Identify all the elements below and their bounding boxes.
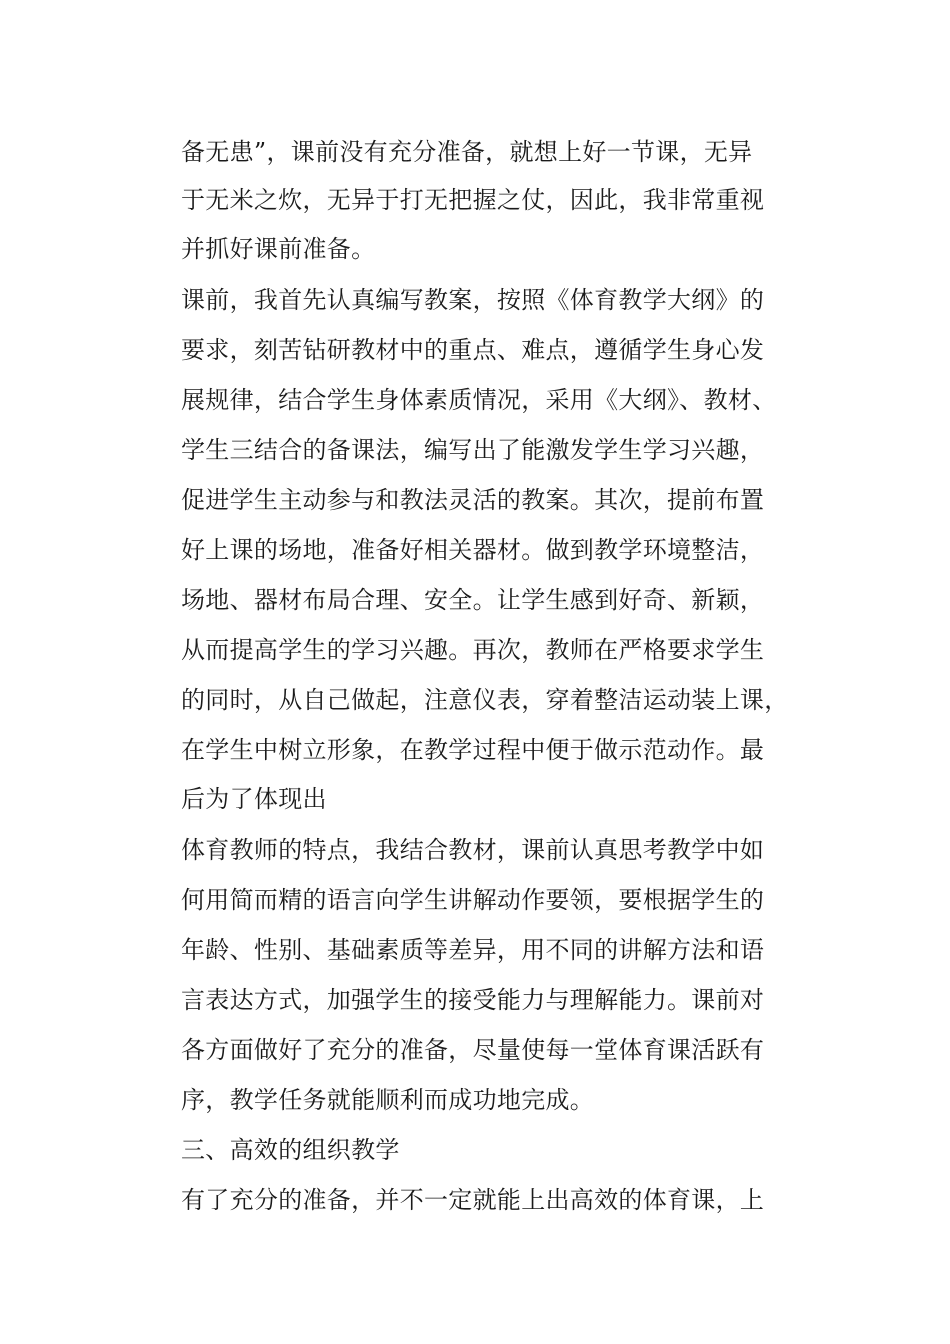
section-heading: 三、高效的组织教学 <box>181 1136 400 1164</box>
text-line: 课前，我首先认真编写教案，按照《体育教学大纲》的 <box>181 286 765 314</box>
text-line: 展规律，结合学生身体素质情况，采用《大纲》、教材、 <box>181 386 777 414</box>
text-line: 备无患”，课前没有充分准备，就想上好一节课，无异 <box>181 138 753 166</box>
text-line: 的同时，从自己做起，注意仪表，穿着整洁运动装上课， <box>181 686 789 714</box>
text-line: 年龄、性别、基础素质等差异，用不同的讲解方法和语 <box>181 936 765 964</box>
text-line: 体育教师的特点，我结合教材，课前认真思考教学中如 <box>181 836 765 864</box>
text-line: 学生三结合的备课法，编写出了能激发学生学习兴趣， <box>181 436 765 464</box>
text-line: 有了充分的准备，并不一定就能上出高效的体育课，上 <box>181 1186 765 1214</box>
text-line: 各方面做好了充分的准备，尽量使每一堂体育课活跃有 <box>181 1036 765 1064</box>
text-line: 好上课的场地，准备好相关器材。做到教学环境整洁， <box>181 536 765 564</box>
text-line: 并抓好课前准备。 <box>181 235 376 263</box>
text-line: 言表达方式，加强学生的接受能力与理解能力。课前对 <box>181 986 765 1014</box>
text-line: 在学生中树立形象，在教学过程中便于做示范动作。最 <box>181 736 765 764</box>
text-line: 后为了体现出 <box>181 785 327 813</box>
text-line: 何用简而精的语言向学生讲解动作要领，要根据学生的 <box>181 886 765 914</box>
text-line: 要求，刻苦钻研教材中的重点、难点，遵循学生身心发 <box>181 336 765 364</box>
text-line: 于无米之炊，无异于打无把握之仗，因此，我非常重视 <box>181 186 765 214</box>
text-line: 促进学生主动参与和教法灵活的教案。其次，提前布置 <box>181 486 765 514</box>
text-line: 从而提高学生的学习兴趣。再次，教师在严格要求学生 <box>181 636 765 664</box>
text-line: 场地、器材布局合理、安全。让学生感到好奇、新颖， <box>181 586 765 614</box>
text-line: 序，教学任务就能顺利而成功地完成。 <box>181 1086 595 1114</box>
